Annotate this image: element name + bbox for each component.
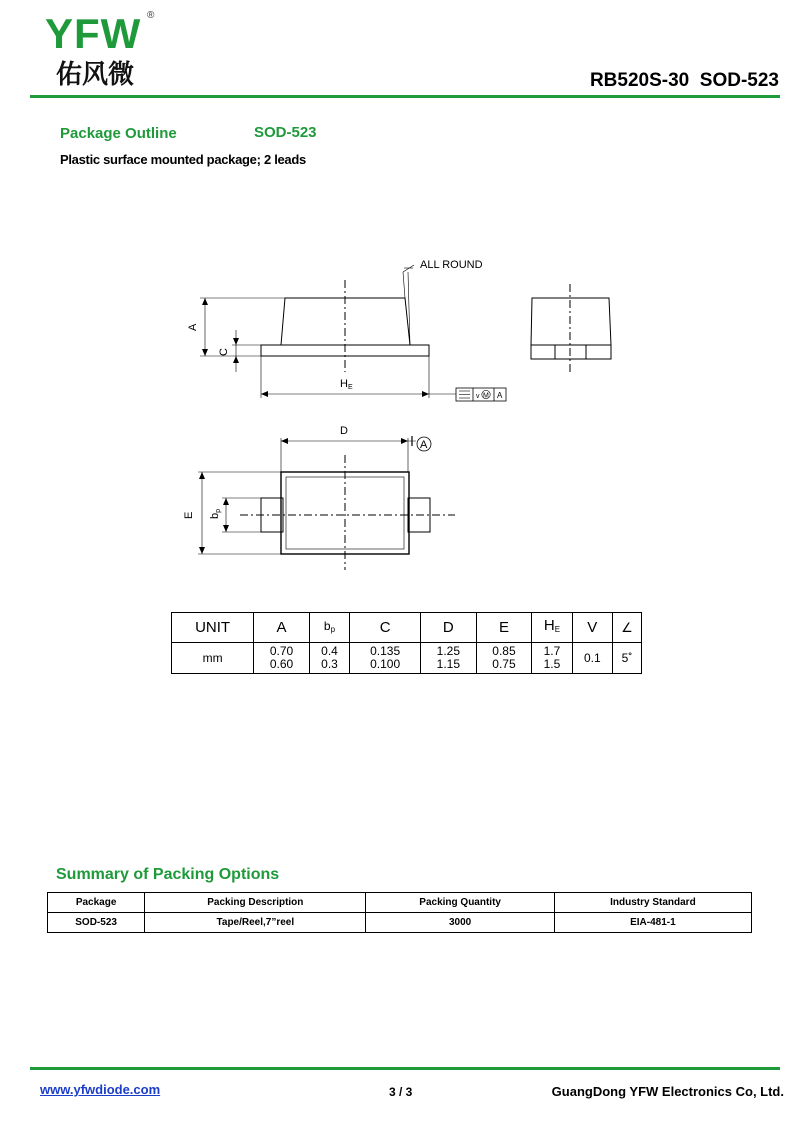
tolerance-m-label: M — [483, 392, 489, 400]
dim-cell: mm — [172, 643, 254, 674]
dim-header-cell: UNIT — [172, 613, 254, 643]
packing-cell: SOD-523 — [48, 913, 145, 933]
document-title: RB520S-30 SOD-523 — [589, 70, 779, 91]
dim-cell: 1.25 1.15 — [421, 643, 477, 674]
packing-options-heading: Summary of Packing Options — [56, 866, 280, 883]
packing-header-cell: Packing Quantity — [366, 893, 554, 913]
packing-row — [48, 913, 752, 933]
packing-cell: Tape/Reel,7”reel — [145, 913, 366, 933]
side-view — [200, 265, 456, 398]
dim-cell: 0.1 — [572, 643, 612, 674]
dimension-arrows — [199, 298, 429, 554]
all-round-label: ALL ROUND — [420, 259, 483, 271]
dim-cell: 5˚ — [613, 643, 642, 674]
logo-letters: YFW — [45, 10, 142, 57]
package-name: SOD-523 — [254, 124, 317, 141]
dim-cell: 0.135 0.100 — [350, 643, 421, 674]
page-number: 3 / 3 — [389, 1085, 413, 1099]
datum-a-label: A — [420, 439, 428, 451]
packing-cell: 3000 — [366, 913, 554, 933]
dimensions-header-row — [172, 613, 642, 643]
packing-header-row — [48, 893, 752, 913]
dim-header-cell: $H_E$ — [532, 613, 572, 643]
dim-e-label: E — [183, 511, 195, 519]
dim-header-cell: V — [572, 613, 612, 643]
dim-cell: 0.4 0.3 — [309, 643, 349, 674]
dim-header-cell: C — [350, 613, 421, 643]
dim-cell: 0.85 0.75 — [476, 643, 532, 674]
packing-header-cell: Package — [48, 893, 145, 913]
dim-header-cell: E — [476, 613, 532, 643]
dim-header-cell: $b_p$ — [309, 613, 349, 643]
website-link[interactable]: www.yfwdiode.com — [40, 1082, 161, 1097]
company-name: GuangDong YFW Electronics Co, Ltd. — [551, 1084, 784, 1099]
package-outline-heading: Package Outline — [60, 125, 177, 142]
side-view-body — [281, 298, 410, 345]
dim-header-cell: A — [254, 613, 310, 643]
dim-bp-label: bp — [209, 508, 222, 519]
dim-header-cell: D — [421, 613, 477, 643]
dim-header-cell: ∠ — [613, 613, 642, 643]
dim-he-label: HE — [340, 378, 353, 391]
packing-options-table — [47, 892, 752, 933]
tolerance-a-label: A — [497, 391, 503, 400]
dimensions-mm-row — [172, 643, 642, 674]
dim-a-label: A — [187, 323, 199, 331]
packing-header-cell: Industry Standard — [554, 893, 751, 913]
tolerance-v-label: v — [476, 393, 480, 400]
registered-mark: ® — [147, 10, 155, 21]
top-view — [198, 436, 455, 570]
dim-d-label: D — [340, 425, 348, 437]
logo-chinese-name: 佑风微 — [56, 60, 135, 90]
packing-cell: EIA-481-1 — [554, 913, 751, 933]
footer-divider — [30, 1067, 780, 1070]
packing-header-cell: Packing Description — [145, 893, 366, 913]
end-view — [531, 284, 611, 372]
dim-cell: 0.70 0.60 — [254, 643, 310, 674]
dimensions-table — [171, 612, 642, 674]
package-description: Plastic surface mounted package; 2 leads — [60, 152, 306, 167]
dim-c-label: C — [218, 348, 230, 356]
dim-cell: 1.7 1.5 — [532, 643, 572, 674]
